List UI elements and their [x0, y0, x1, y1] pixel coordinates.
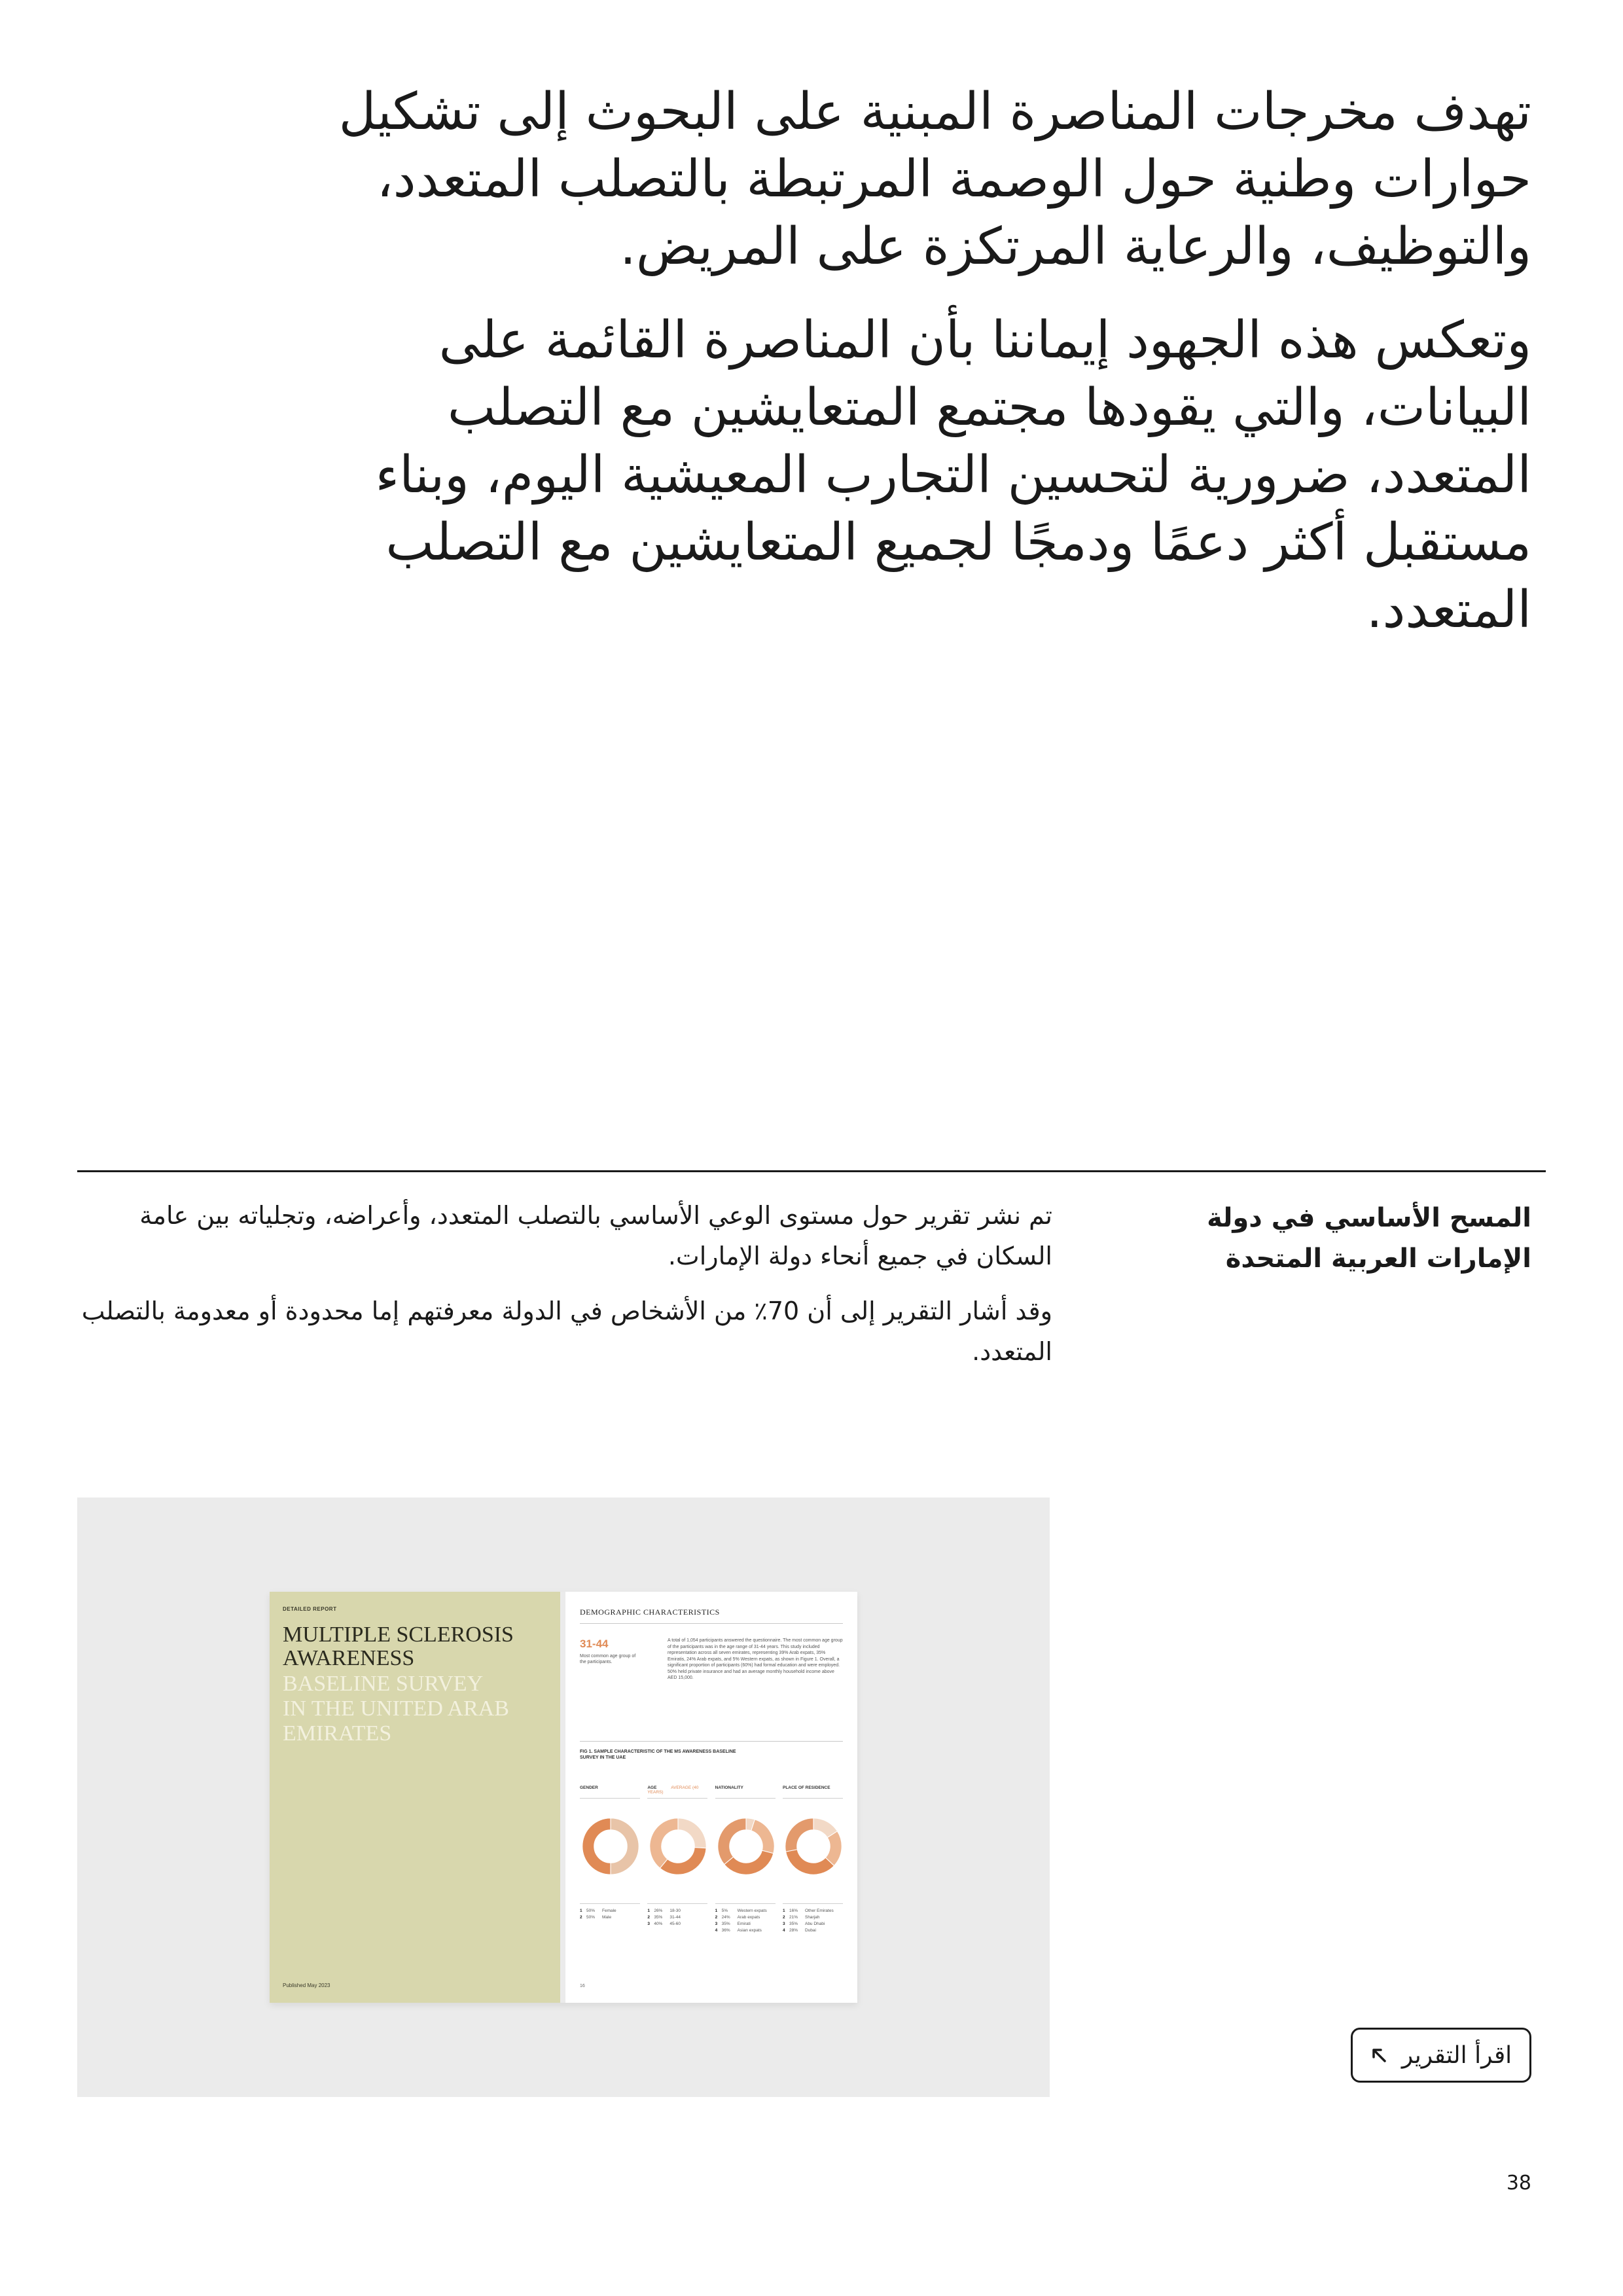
inner-page-title: DEMOGRAPHIC CHARACTERISTICS — [580, 1607, 720, 1617]
legend-row — [647, 1908, 707, 1914]
legend-percent: 24% — [721, 1915, 730, 1920]
legend-row — [783, 1914, 843, 1921]
inner-paragraph: A total of 1,054 participants answered the questionnaire. The most common age group of the participants was in the age range of 31-44 years. This study included representation across all seven emirates, representing 39% Arab expats, 35% Emiratis, 24% Arab expats, and 5% Western expats, as shown in Figure 1. Overall, a significant proportion of participants (60%) had formal education and were employed. 50% held private insurance and had an average monthly household income above AED 15,000. — [668, 1638, 843, 1680]
legend-row — [580, 1914, 640, 1921]
legend-number: 1 — [647, 1909, 650, 1913]
legend-number: 1 — [580, 1909, 582, 1913]
cover-subtitle-line: BASELINE SURVEY — [283, 1672, 484, 1696]
arrow-up-left-icon — [1370, 2047, 1387, 2064]
donut-segment — [751, 1820, 774, 1854]
section-paragraph-2: وقد أشار التقرير إلى أن 70٪ من الأشخاص في الدولة معرفتهم إما محدودة أو معدومة بالتصلب المتعدد. — [81, 1297, 1052, 1366]
donut-segment — [582, 1818, 611, 1874]
donut-segment — [785, 1818, 813, 1852]
inner-stat-caption: Most common age group of the participants. — [580, 1654, 636, 1664]
legend-number: 1 — [782, 1909, 785, 1913]
legend-row — [647, 1914, 707, 1921]
statement-paragraph-2: وتعكس هذه الجهود إيماننا بأن المناصرة القائمة على البيانات، والتي يقودها مجتمع المتعايشين مع التصلب المتعدد، ضرورية لتحسين التجارب المعيشية اليوم، وبناء مستقبل أكثر دعمًا ودمجًا لجميع المتعايشين مع التصلب المتعدد. — [375, 311, 1531, 639]
legend-percent: 35% — [654, 1915, 663, 1920]
legend-row — [715, 1921, 776, 1928]
report-spread — [270, 1592, 857, 2003]
donut-column-nationality — [715, 1785, 776, 1956]
legend-label: Western expats — [737, 1909, 767, 1913]
column-header — [647, 1785, 707, 1799]
legend-number: 2 — [782, 1915, 785, 1920]
legend-number: 4 — [715, 1928, 718, 1933]
statement-paragraph-1: تهدف مخرجات المناصرة المبنية على البحوث إلى تشكيل حوارات وطنية حول الوصمة المرتبطة بالتصلب المتعدد، والتوظيف، والرعاية المرتكزة على المريض. — [338, 82, 1531, 276]
cover-footer: Published May 2023 — [283, 1982, 330, 1988]
legend-number: 3 — [647, 1922, 650, 1926]
legend-percent: 28% — [789, 1928, 798, 1933]
donut-chart — [581, 1817, 640, 1876]
cover-subtitle — [283, 1672, 509, 1746]
legend-label: Emirati — [737, 1922, 751, 1926]
legend-percent: 35% — [721, 1922, 730, 1926]
inner-rule — [580, 1741, 843, 1742]
report-inner-page — [565, 1592, 857, 2003]
legend-number: 3 — [782, 1922, 785, 1926]
legend-label: 18-30 — [669, 1909, 681, 1913]
figure-title: FIG 1. SAMPLE CHARACTERISTIC OF THE MS AWARENESS BASELINE SURVEY IN THE UAE — [580, 1749, 736, 1760]
cover-title — [283, 1623, 514, 1670]
cover-subtitle-line: EMIRATES — [283, 1721, 392, 1746]
column-header: NATIONALITY — [715, 1785, 776, 1799]
legend-row — [647, 1921, 707, 1928]
legend-row — [580, 1908, 640, 1914]
section-paragraph-1: تم نشر تقرير حول مستوى الوعي الأساسي بالتصلب المتعدد، وأعراضه، وتجلياته بين عامة السكان في جميع أنحاء دولة الإمارات. — [139, 1201, 1052, 1270]
legend-label: Male — [602, 1915, 612, 1920]
legend-percent: 16% — [789, 1909, 798, 1913]
donut-segment — [611, 1818, 639, 1874]
legend-row — [715, 1908, 776, 1914]
donut-legend — [580, 1903, 640, 1921]
legend-row — [715, 1914, 776, 1921]
read-report-label: اقرأ التقرير — [1401, 2041, 1512, 2069]
donut-segment — [650, 1818, 678, 1868]
legend-number: 2 — [580, 1915, 582, 1920]
donut-segment — [786, 1850, 834, 1874]
cover-kicker: DETAILED REPORT — [283, 1606, 337, 1612]
cover-title-line: AWARENESS — [283, 1646, 415, 1670]
legend-number: 1 — [715, 1909, 718, 1913]
legend-label: Other Emirates — [804, 1909, 834, 1913]
inner-page-number: 16 — [580, 1984, 585, 1988]
cover-title-line: MULTIPLE SCLEROSIS — [283, 1623, 514, 1647]
cover-subtitle-line: IN THE UNITED ARAB — [283, 1696, 509, 1721]
column-header-note: AVERAGE (40 YEARS) — [647, 1785, 699, 1795]
section-heading: المسح الأساسي في دولة الإمارات العربية المتحدة — [1207, 1203, 1531, 1274]
legend-percent: 26% — [654, 1909, 663, 1913]
legend-percent: 21% — [789, 1915, 798, 1920]
donut-segment — [678, 1818, 706, 1848]
legend-percent: 40% — [654, 1922, 663, 1926]
donut-legend — [783, 1903, 843, 1934]
legend-label: Arab expats — [737, 1915, 760, 1920]
donut-column-residence — [783, 1785, 843, 1956]
inner-stat-value: 31-44 — [580, 1638, 609, 1650]
column-header-label: AGE — [647, 1785, 657, 1790]
legend-percent: 36% — [721, 1928, 730, 1933]
legend-percent: 50% — [586, 1915, 596, 1920]
read-report-button[interactable] — [1351, 2028, 1531, 2083]
column-header: PLACE OF RESIDENCE — [783, 1785, 843, 1799]
legend-label: 31-44 — [669, 1915, 681, 1920]
column-header: GENDER — [580, 1785, 640, 1799]
legend-row — [783, 1928, 843, 1934]
legend-label: Abu Dhabi — [804, 1922, 825, 1926]
inner-rule — [580, 1623, 843, 1624]
legend-row — [783, 1908, 843, 1914]
report-preview[interactable] — [77, 1498, 1050, 2097]
legend-label: Female — [602, 1909, 616, 1913]
legend-number: 2 — [647, 1915, 650, 1920]
legend-number: 2 — [715, 1915, 718, 1920]
legend-percent: 5% — [721, 1909, 728, 1913]
legend-number: 4 — [782, 1928, 785, 1933]
legend-row — [783, 1921, 843, 1928]
intro-statement — [314, 79, 1531, 644]
legend-label: Sharjah — [804, 1915, 820, 1920]
donut-chart — [649, 1817, 707, 1876]
donut-legend — [715, 1903, 776, 1934]
donut-column-age — [647, 1785, 707, 1956]
donut-chart — [784, 1817, 843, 1876]
section-divider — [77, 1170, 1546, 1172]
legend-number: 3 — [715, 1922, 718, 1926]
legend-label: 45-60 — [669, 1922, 681, 1926]
legend-percent: 35% — [789, 1922, 798, 1926]
donut-chart — [717, 1817, 776, 1876]
donut-columns — [580, 1785, 843, 1956]
page-number: 38 — [1506, 2172, 1531, 2195]
donut-legend — [647, 1903, 707, 1928]
section-body — [71, 1195, 1052, 1372]
legend-percent: 50% — [586, 1909, 596, 1913]
legend-label: Dubai — [804, 1928, 816, 1933]
donut-column-gender — [580, 1785, 640, 1956]
donut-segment — [660, 1848, 707, 1875]
report-cover — [270, 1592, 560, 2003]
legend-label: Asian expats — [737, 1928, 762, 1933]
donut-segment — [717, 1818, 745, 1865]
legend-row — [715, 1928, 776, 1934]
